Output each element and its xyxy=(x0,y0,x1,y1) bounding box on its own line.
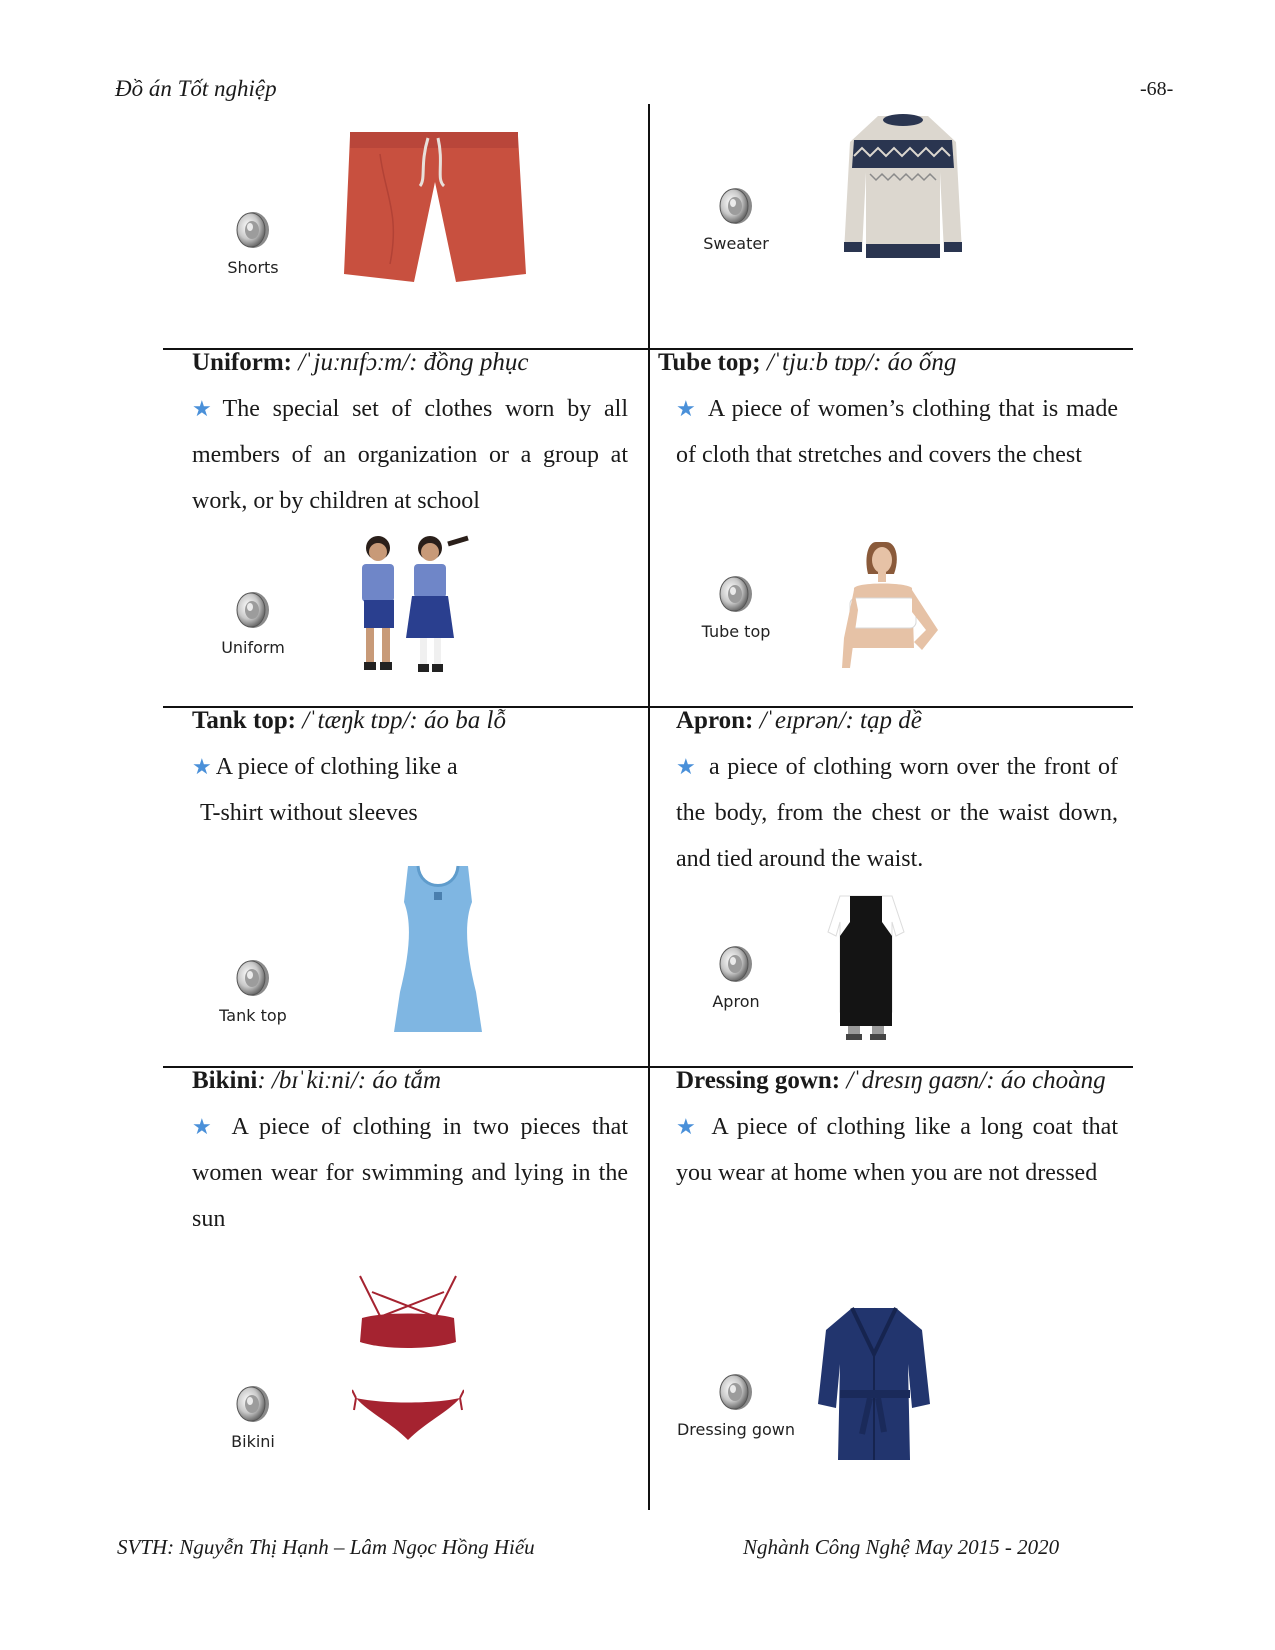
speaker-icon[interactable] xyxy=(718,944,754,984)
footer-program: Nghành Công Nghệ May 2015 - 2020 xyxy=(743,1535,1060,1559)
speaker-icon[interactable] xyxy=(718,1372,754,1412)
star-icon: ★ xyxy=(192,396,219,421)
entry-definition: ★ A piece of women’s clothing that is made of cloth that stretches and covers the chest xyxy=(676,396,1118,468)
entry-bikini xyxy=(192,1058,628,1242)
speaker-label-uniform: Uniform xyxy=(221,638,285,657)
bikini-image xyxy=(352,1272,464,1448)
entry-term: Bikini: /bɪˈkiːni/: áo tắm xyxy=(192,1067,442,1094)
speaker-label-tube-top: Tube top xyxy=(701,622,771,641)
star-icon: ★ xyxy=(192,1114,218,1139)
header-title: Đồ án Tốt nghiệp xyxy=(115,76,277,101)
speaker-label-apron: Apron xyxy=(712,992,760,1011)
page-number: -68- xyxy=(1140,78,1174,100)
speaker-icon[interactable] xyxy=(235,210,271,250)
speaker-label-tank-top: Tank top xyxy=(219,1006,287,1025)
shorts-image xyxy=(340,124,530,294)
entry-term: Tank top: /ˈtæŋk tɒp/: áo ba lỗ xyxy=(192,707,506,734)
entry-term: Apron: /ˈeɪprən/: tạp dề xyxy=(676,707,922,734)
star-icon: ★ xyxy=(676,1114,700,1139)
star-icon: ★ xyxy=(192,754,212,779)
entry-definition: ★ The special set of clothes worn by all members of an organization or a group at work, or by children at school xyxy=(192,396,628,514)
entry-term: Uniform: /ˈjuːnɪfɔːm/: đồng phục xyxy=(192,349,529,376)
speaker-icon[interactable] xyxy=(718,574,754,614)
tube-top-image xyxy=(838,538,948,674)
entry-definition-cont: T-shirt without sleeves xyxy=(200,800,418,826)
dressing-gown-image xyxy=(818,1304,930,1462)
speaker-icon[interactable] xyxy=(235,1384,271,1424)
entry-dressing-gown xyxy=(676,1058,1118,1196)
speaker-icon[interactable] xyxy=(235,958,271,998)
speaker-label-shorts: Shorts xyxy=(227,258,279,277)
entry-term: Dressing gown: /ˈdresɪŋ ɡaʊn/: áo choàng xyxy=(676,1067,1106,1094)
entry-tube-top xyxy=(658,340,1118,478)
table-vertical-rule xyxy=(648,104,650,1510)
speaker-icon[interactable] xyxy=(718,186,754,226)
apron-image xyxy=(826,892,906,1040)
speaker-icon[interactable] xyxy=(235,590,271,630)
speaker-label-sweater: Sweater xyxy=(703,234,769,253)
speaker-label-bikini: Bikini xyxy=(231,1432,275,1451)
entry-definition: ★ A piece of clothing like a xyxy=(192,754,458,780)
entry-term: Tube top; /ˈtjuːb tɒp/: áo ống xyxy=(658,349,957,376)
entry-definition: ★ A piece of clothing in two pieces that women wear for swimming and lying in the sun xyxy=(192,1114,628,1232)
entry-definition: ★ A piece of clothing like a long coat that you wear at home when you are not dressed xyxy=(676,1114,1118,1186)
entry-tank-top xyxy=(192,698,628,836)
entry-uniform xyxy=(192,340,628,524)
speaker-label-dressing-gown: Dressing gown xyxy=(676,1420,796,1439)
sweater-image xyxy=(840,112,966,258)
entry-apron xyxy=(676,698,1118,882)
uniform-image xyxy=(338,534,474,680)
tank-top-image xyxy=(388,862,488,1038)
star-icon: ★ xyxy=(676,754,698,779)
entry-definition: ★ a piece of clothing worn over the front of the body, from the chest or the waist down, and tied around the waist. xyxy=(676,754,1118,872)
star-icon: ★ xyxy=(676,396,698,421)
footer-authors: SVTH: Nguyễn Thị Hạnh – Lâm Ngọc Hồng Hiếu xyxy=(117,1535,535,1559)
